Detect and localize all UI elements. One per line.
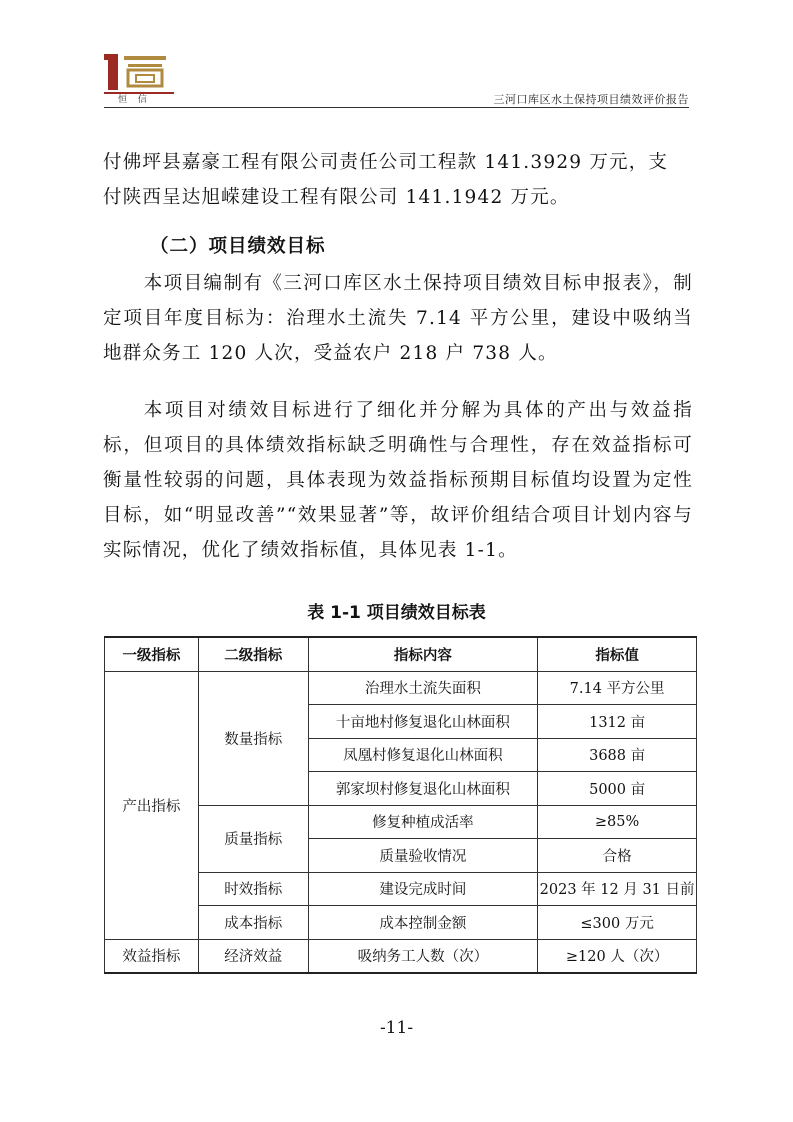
paragraph-line: 付陕西呈达旭嵘建设工程有限公司 141.1942 万元。 — [103, 187, 570, 208]
value-cell: ≥85% — [538, 805, 697, 839]
table-row — [105, 671, 697, 705]
content-cell: 凤凰村修复退化山林面积 — [308, 738, 538, 772]
table-header-row — [105, 637, 697, 671]
page-header — [0, 0, 793, 110]
content-cell: 吸纳务工人数（次） — [308, 939, 538, 973]
level2-cell: 经济效益 — [198, 939, 308, 973]
paragraph-line: 付佛坪县嘉豪工程有限公司责任公司工程款 141.3929 万元，支 — [103, 152, 669, 173]
level2-cell: 质量指标 — [198, 805, 308, 872]
paragraph-optimization — [103, 393, 693, 568]
paragraph-payment — [103, 145, 693, 215]
value-cell: 2023 年 12 月 31 日前 — [538, 872, 697, 906]
value-cell: ≤300 万元 — [538, 906, 697, 940]
paragraph-text: 本项目对绩效目标进行了细化并分解为具体的产出与效益指标，但项目的具体绩效指标缺乏明确性与合理性，存在效益指标可衡量性较弱的问题，具体表现为效益指标预期目标值均设置为定性目标，如“明显改善”“效果显著”等，故评价组结合项目计划内容与实际情况，优化了绩效指标值，具体见表 1-1。 — [103, 400, 693, 561]
level2-cell: 时效指标 — [198, 872, 308, 906]
content-cell: 建设完成时间 — [308, 872, 538, 906]
column-header: 指标内容 — [308, 637, 538, 671]
header-divider — [104, 107, 689, 108]
level2-cell: 数量指标 — [198, 671, 308, 805]
content-cell: 十亩地村修复退化山林面积 — [308, 705, 538, 739]
content-cell: 郭家坝村修复退化山林面积 — [308, 772, 538, 806]
value-cell: 合格 — [538, 839, 697, 873]
table-row — [105, 939, 697, 973]
content-cell: 修复种植成活率 — [308, 805, 538, 839]
column-header: 指标值 — [538, 637, 697, 671]
level1-cell: 产出指标 — [105, 671, 199, 939]
paragraph-target — [103, 266, 693, 371]
column-header: 一级指标 — [105, 637, 199, 671]
level2-cell: 成本指标 — [198, 906, 308, 940]
content-cell: 治理水土流失面积 — [308, 671, 538, 705]
table-caption: 表 1-1 项目绩效目标表 — [307, 603, 486, 623]
value-cell: ≥120 人（次） — [538, 939, 697, 973]
logo-text: 恒 信 — [118, 95, 151, 105]
content-cell: 成本控制金额 — [308, 906, 538, 940]
report-title: 三河口库区水土保持项目绩效评价报告 — [493, 93, 689, 106]
value-cell: 3688 亩 — [538, 738, 697, 772]
column-header: 二级指标 — [198, 637, 308, 671]
paragraph-text: 本项目编制有《三河口库区水土保持项目绩效目标申报表》，制定项目年度目标为：治理水土流失 7.14 平方公里，建设中吸纳当地群众务工 120 人次，受益农户 218 户 738 人。 — [103, 273, 693, 364]
content-cell: 质量验收情况 — [308, 839, 538, 873]
page-number: -11- — [379, 1018, 414, 1038]
value-cell: 7.14 平方公里 — [538, 671, 697, 705]
level1-cell: 效益指标 — [105, 939, 199, 973]
section-heading: （二）项目绩效目标 — [150, 236, 326, 257]
performance-target-table — [104, 636, 697, 974]
value-cell: 5000 亩 — [538, 772, 697, 806]
value-cell: 1312 亩 — [538, 705, 697, 739]
